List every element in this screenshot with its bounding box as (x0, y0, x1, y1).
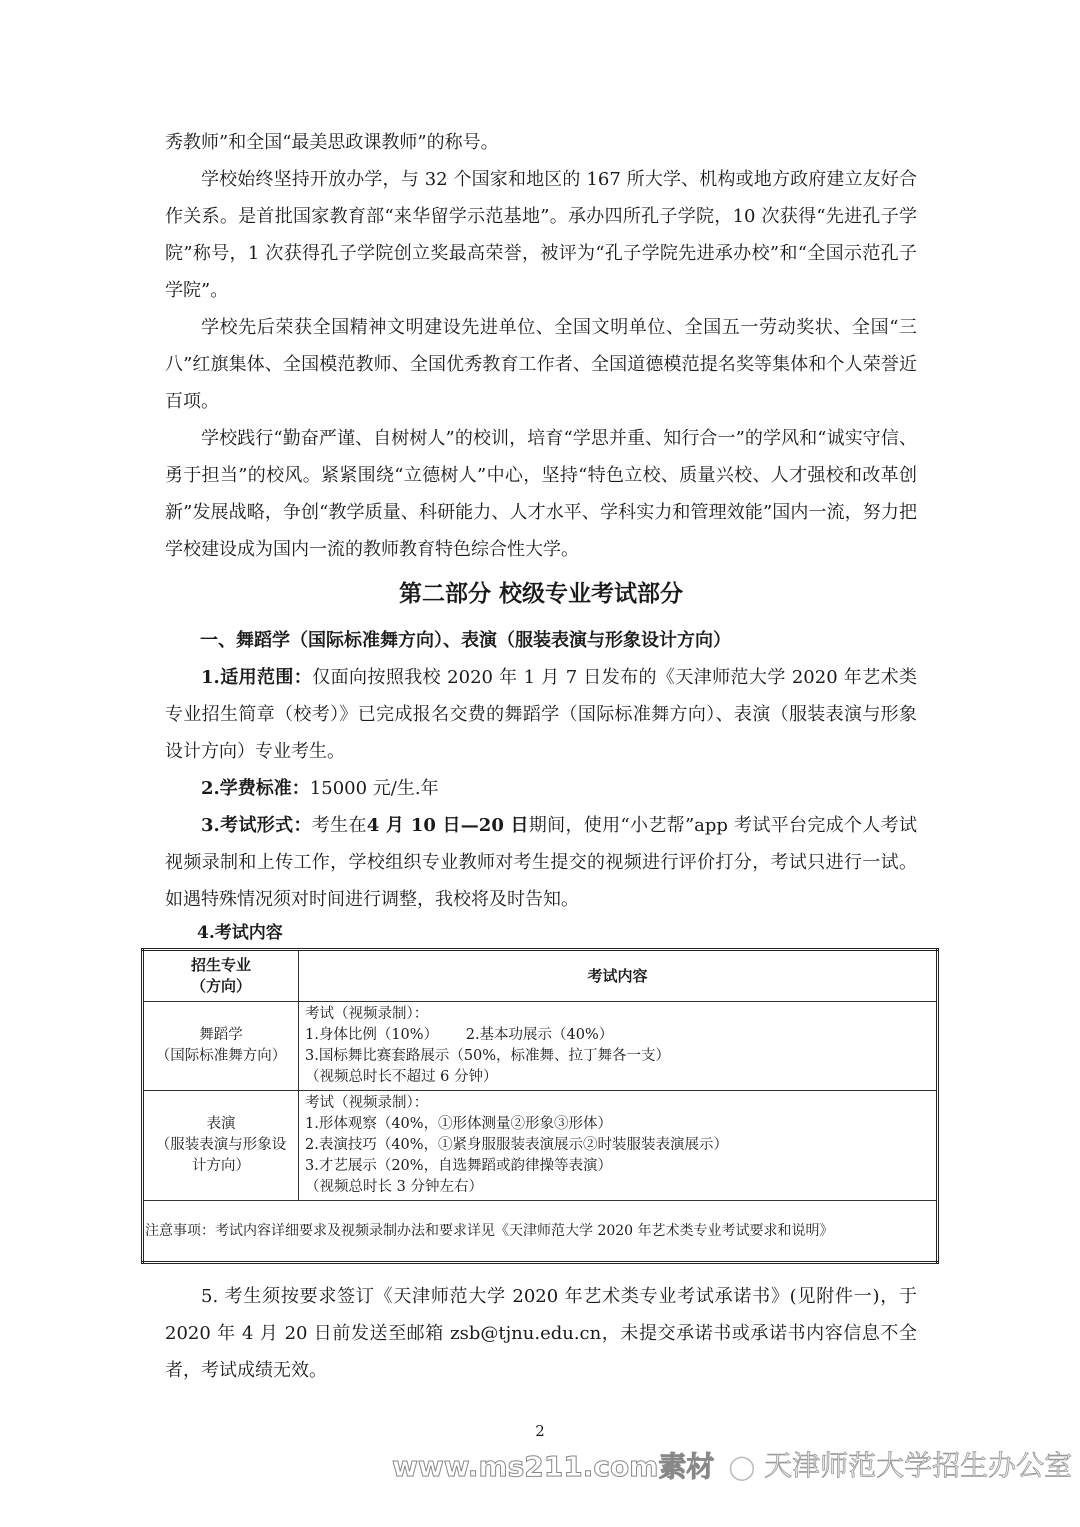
content-cell (299, 1091, 938, 1201)
major-direction: （服装表演与形象设计方向） (155, 1137, 287, 1174)
item-label: 2.学费标准： (201, 778, 310, 799)
content-line: 1.形体观察（40%，①形体测量②形象③形体） (305, 1116, 613, 1132)
watermark: www.ms211.com素材 (392, 1449, 715, 1483)
wechat-icon: ◯ (728, 1453, 756, 1481)
exam-content-table (141, 948, 939, 1264)
item-fee (165, 770, 917, 807)
content-line: （视频总时长不超过 6 分钟） (305, 1069, 498, 1085)
content-line: 3.国标舞比赛套路展示（50%，标准舞、拉丁舞各一支） (305, 1048, 671, 1064)
paragraph: 学校始终坚持开放办学，与 32 个国家和地区的 167 所大学、机构或地方政府建立友好合作关系。是首批国家教育部“来华留学示范基地”。承办四所孔子学院，10 次获得“先进孔子学院”称号，1 次获得孔子学院创立奖最高荣誉，被评为“孔子学院先进承办校”和“全国示范孔子学院”。 (165, 169, 917, 301)
paragraph: 学校先后荣获全国精神文明建设先进单位、全国文明单位、全国五一劳动奖状、全国“三八”红旗集体、全国模范教师、全国优秀教育工作者、全国道德模范提名奖等集体和个人荣誉近百项。 (165, 317, 917, 412)
table-row (143, 1002, 938, 1091)
item-pledge: 5. 考生须按要求签订《天津师范大学 2020 年艺术类专业考试承诺书》(见附件一)，于 2020 年 4 月 20 日前发送至邮箱 zsb@tjnu.edu.cn，未提交承诺书或承诺书内容信息不全者，考试成绩无效。 (165, 1286, 917, 1381)
content-cell (299, 1002, 938, 1091)
item-text: 期间，使用“小艺帮”app 考试平台完成个人考试视频录制和上传工作，学校组织专业教师对考生提交的视频进行评价打分，考试只进行一试。如遇特殊情况须对时间进行调整，我校将及时告知。 (165, 815, 917, 910)
paragraph: 学校践行“勤奋严谨、自树树人”的校训，培育“学思并重、知行合一”的学风和“诚实守信、勇于担当”的校风。紧紧围绕“立德树人”中心，坚持“特色立校、质量兴校、人才强校和改革创新”发展战略，争创“教学质量、科研能力、人才水平、学科实力和管理效能”国内一流，努力把学校建设成为国内一流的教师教育特色综合性大学。 (165, 428, 917, 560)
item-text: 15000 元/生.年 (309, 778, 439, 799)
content-line: 3.才艺展示（20%，自选舞蹈或韵律操等表演） (305, 1158, 613, 1174)
header-major (143, 950, 299, 1002)
page-body (145, 124, 918, 1389)
item-label: 1.适用范围： (201, 667, 313, 688)
content-line: 考试（视频录制）： (305, 1006, 429, 1022)
major-name: 表演 (206, 1116, 236, 1132)
major-cell (143, 1002, 299, 1091)
content-line: 1.身体比例（10%） 2.基本功展示（40%） (305, 1027, 614, 1043)
header-text: （方向） (190, 977, 251, 995)
table-note: 注意事项：考试内容详细要求及视频录制办法和要求详见《天津师范大学 2020 年艺术类专业考试要求和说明》 (143, 1201, 938, 1263)
item-scope (165, 659, 917, 770)
content-line: 2.表演技巧（40%，①紧身服服装表演展示②时装服装表演展示） (305, 1137, 729, 1153)
major-direction: （国际标准舞方向） (155, 1048, 287, 1064)
table-row (143, 1091, 938, 1201)
major-name: 舞蹈学 (199, 1027, 243, 1043)
table-header-row (143, 950, 938, 1002)
item-text: 考生在 (311, 815, 367, 836)
watermark-text: 天津师范大学招生办公室 (764, 1449, 1073, 1482)
header-content: 考试内容 (299, 950, 938, 1002)
content-line: （视频总时长 3 分钟左右） (305, 1179, 483, 1195)
header-text: 招生专业 (190, 956, 251, 974)
item-text: 仅面向按照我校 2020 年 1 月 7 日发布的《天津师范大学 2020 年艺术类专业招生简章（校考）》已完成报名交费的舞蹈学（国际标准舞方向）、表演（服装表演与形象设计方向）专业考生。 (165, 667, 918, 762)
section-title: 第二部分 校级专业考试部分 (398, 580, 683, 607)
table-note-row (143, 1201, 938, 1263)
wechat-watermark (728, 1448, 1072, 1485)
major-cell (143, 1091, 299, 1201)
table-caption: 4.考试内容 (197, 923, 283, 943)
watermark-row (392, 1448, 1072, 1485)
item-format (165, 807, 917, 918)
exam-date: 4 月 10 日—20 日 (366, 815, 529, 836)
paragraph: 秀教师”和全国“最美思政课教师”的称号。 (165, 132, 499, 153)
content-line: 考试（视频录制）： (305, 1095, 429, 1111)
page-number: 2 (535, 1422, 545, 1440)
subsection-title: 一、舞蹈学（国际标准舞方向）、表演（服装表演与形象设计方向） (200, 630, 731, 651)
item-label: 3.考试形式： (201, 815, 312, 836)
